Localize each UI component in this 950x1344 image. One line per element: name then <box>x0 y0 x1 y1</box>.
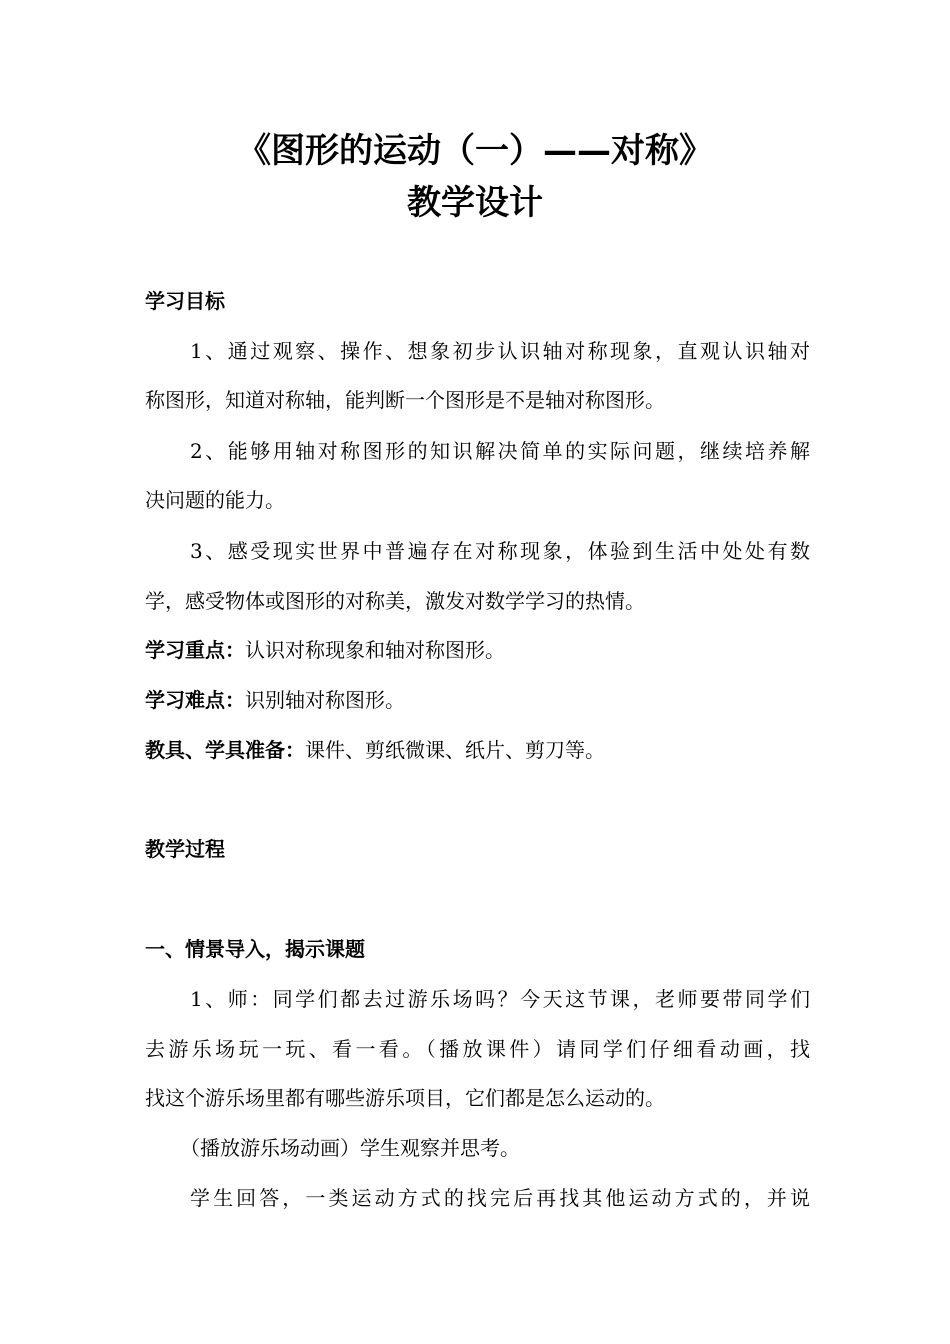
document-title: 《图形的运动（一）——对称》 <box>237 131 713 171</box>
objective-1-line-2: 称图形，知道对称轴，能判断一个图形是不是轴对称图形。 <box>145 388 665 412</box>
objective-3-line-2: 学，感受物体或图形的对称美，激发对数学学习的热情。 <box>145 589 645 613</box>
objective-2-line-1: 2、能够用轴对称图形的知识解决简单的实际问题，继续培养解 <box>190 439 810 463</box>
key-point-text: 认识对称现象和轴对称图形。 <box>245 638 505 662</box>
paragraph-1-line-2: 去游乐场玩一玩、看一看。（播放课件）请同学们仔细看动画，找 <box>145 1037 810 1061</box>
paragraph-2: （播放游乐场动画）学生观察并思考。 <box>180 1136 520 1160</box>
objective-3-line-1: 3、感受现实世界中普遍存在对称现象，体验到生活中处处有数 <box>190 539 810 563</box>
materials-label: 教具、学具准备： <box>145 738 305 762</box>
paragraph-1-line-3: 找这个游乐场里都有哪些游乐项目，它们都是怎么运动的。 <box>145 1086 665 1110</box>
section-1-heading: 一、情景导入，揭示课题 <box>145 937 365 961</box>
objective-1-line-1: 1、通过观察、操作、想象初步认识轴对称现象，直观认识轴对 <box>190 339 810 363</box>
difficulty <box>145 686 810 714</box>
paragraph-3-line-1: 学生回答，一类运动方式的找完后再找其他运动方式的，并说 <box>190 1186 810 1210</box>
process-heading: 教学过程 <box>145 837 225 861</box>
document-subtitle: 教学设计 <box>407 183 543 223</box>
difficulty-label: 学习难点： <box>145 688 245 712</box>
key-point <box>145 636 810 664</box>
difficulty-text: 识别轴对称图形。 <box>245 688 405 712</box>
key-point-label: 学习重点： <box>145 638 245 662</box>
materials <box>145 736 810 764</box>
paragraph-1-line-1: 1、师：同学们都去过游乐场吗？今天这节课，老师要带同学们 <box>190 987 810 1011</box>
objectives-heading: 学习目标 <box>145 289 225 313</box>
materials-text: 课件、剪纸微课、纸片、剪刀等。 <box>305 738 605 762</box>
objective-2-line-2: 决问题的能力。 <box>145 488 285 512</box>
